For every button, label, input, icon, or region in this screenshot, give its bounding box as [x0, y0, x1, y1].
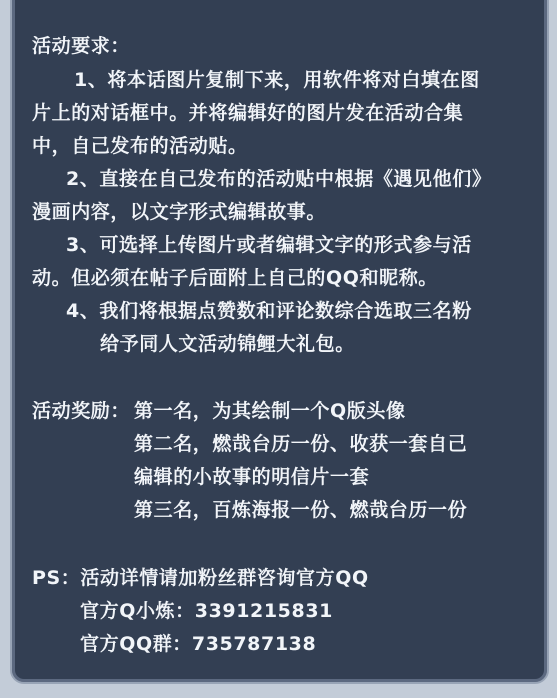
rewards-label: 活动奖励： — [32, 400, 131, 422]
event-rules-panel — [10, 0, 549, 684]
reward-second-line-1: 第二名，燃哉台历一份、收获一套自己 — [134, 433, 468, 455]
requirement-2-line-1: 2、直接在自己发布的活动贴中根据《遇见他们》 — [66, 168, 492, 190]
requirement-1-line-2: 片上的对话框中。并将编辑好的图片发在活动合集 — [32, 102, 464, 124]
reward-first: 第一名，为其绘制一个Q版头像 — [134, 400, 406, 422]
requirement-1-line-3: 中，自己发布的活动贴。 — [32, 135, 248, 157]
requirements-title: 活动要求： — [32, 35, 131, 57]
requirement-3-line-2: 动。但必须在帖子后面附上自己的QQ和昵称。 — [32, 267, 438, 289]
requirement-4-line-2: 给予同人文活动锦鲤大礼包。 — [100, 333, 355, 355]
requirement-1-line-1: 1、将本话图片复制下来，用软件将对白填在图 — [74, 69, 480, 91]
requirement-3-line-1: 3、可选择上传图片或者编辑文字的形式参与活 — [66, 234, 472, 256]
official-qq-group: 官方QQ群：735787138 — [80, 633, 317, 655]
ps-line: PS：活动详情请加粉丝群咨询官方QQ — [32, 567, 369, 589]
event-rules-text — [12, 0, 547, 682]
reward-third: 第三名，百炼海报一份、燃哉台历一份 — [134, 499, 468, 521]
reward-second-line-2: 编辑的小故事的明信片一套 — [134, 466, 370, 488]
requirement-2-line-2: 漫画内容，以文字形式编辑故事。 — [32, 201, 327, 223]
official-qq-small: 官方Q小炼：3391215831 — [80, 600, 333, 622]
requirement-4-line-1: 4、我们将根据点赞数和评论数综合选取三名粉 — [66, 300, 472, 322]
